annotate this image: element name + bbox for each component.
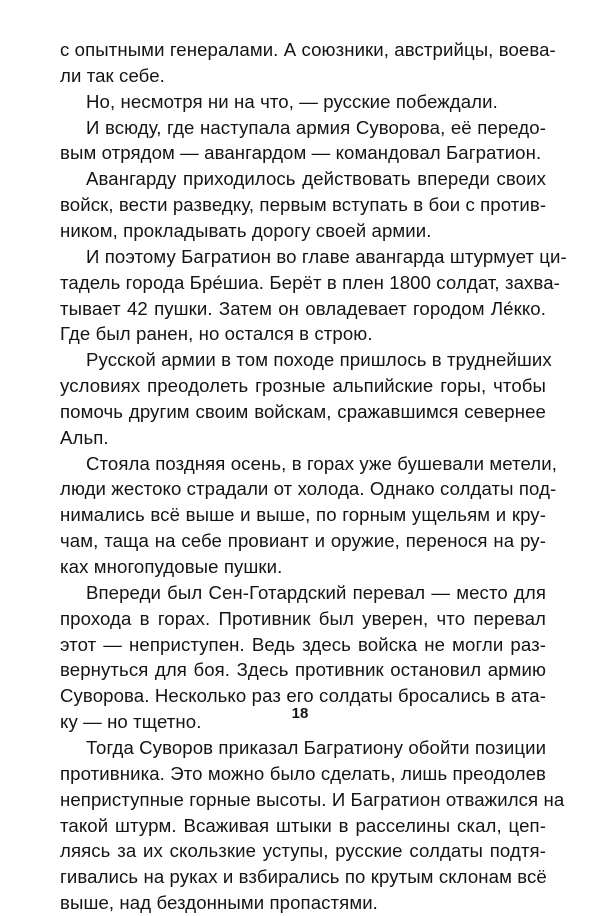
text-line: ляясь за их скользкие уступы, русские солдаты подтя- [60, 840, 546, 862]
text-line: неприступные горные высоты. И Багратион отважился на [60, 788, 565, 810]
text-line: вым отрядом — авангардом — командовал Багратион. [60, 142, 542, 164]
text-line: прохода в горах. Противник был уверен, что перевал [60, 607, 546, 629]
text-line: чам, таща на себе провиант и оружие, перенося на ру- [60, 530, 546, 552]
text-line: ли так себе. [60, 64, 165, 86]
text-line: выше, над бездонными пропастями. [60, 892, 378, 914]
text-line: ку — но тщетно. [60, 711, 202, 733]
text-line: противника. Это можно было сделать, лишь преодолев [60, 762, 546, 784]
text-line: условиях преодолеть грозные альпийские горы, чтобы [60, 375, 546, 397]
text-line: такой штурм. Всаживая штыки в расселины скал, цеп- [60, 814, 546, 836]
text-line: нимались всё выше и выше, по горным ущельям и кру- [60, 504, 546, 526]
text-line: этот — неприступен. Ведь здесь войска не могли раз- [60, 633, 546, 655]
text-line: Стояла поздняя осень, в горах уже бушевали метели, [86, 452, 558, 474]
text-line: Впереди был Сен-Готардский перевал — место для [86, 581, 546, 603]
text-line: тадель города Бре́шиа. Берёт в плен 1800 солдат, захва- [60, 271, 560, 293]
text-line: вернуться для боя. Здесь противник остановил армию [60, 659, 546, 681]
text-line: Где был ранен, но остался в строю. [60, 323, 373, 345]
text-line: И всюду, где наступала армия Суворова, её передо- [86, 116, 546, 138]
text-line: тывает 42 пушки. Затем он овладевает городом Ле́кко. [60, 297, 546, 319]
text-line: Но, несмотря ни на что, — русские побеждали. [86, 90, 498, 112]
text-line: войск, вести разведку, первым вступать в бои с против- [60, 194, 547, 216]
text-line: Русской армии в том походе пришлось в труднейших [86, 349, 552, 371]
text-line: гивались на руках и взбирались по крутым склонам всё [60, 866, 547, 888]
text-line: люди жестоко страдали от холода. Однако солдаты под- [60, 478, 557, 500]
text-line: ках многопудовые пушки. [60, 556, 283, 577]
text-line: И поэтому Багратион во главе авангарда штурмует ци- [86, 245, 567, 267]
text-line: Альп. [60, 426, 109, 448]
text-line: помочь другим своим войскам, сражавшимся севернее [60, 400, 546, 422]
text-line: ником, прокладывать дорогу своей армии. [60, 219, 432, 241]
text-line: с опытными генералами. А союзники, австрийцы, воева- [60, 39, 556, 60]
text-line: Авангарду приходилось действовать впереди своих [86, 168, 546, 190]
text-line: Тогда Суворов приказал Багратиону обойти позиции [86, 736, 547, 758]
text-line: Суворова. Несколько раз его солдаты бросались в ата- [60, 685, 546, 707]
page-number: 18 [291, 705, 309, 722]
